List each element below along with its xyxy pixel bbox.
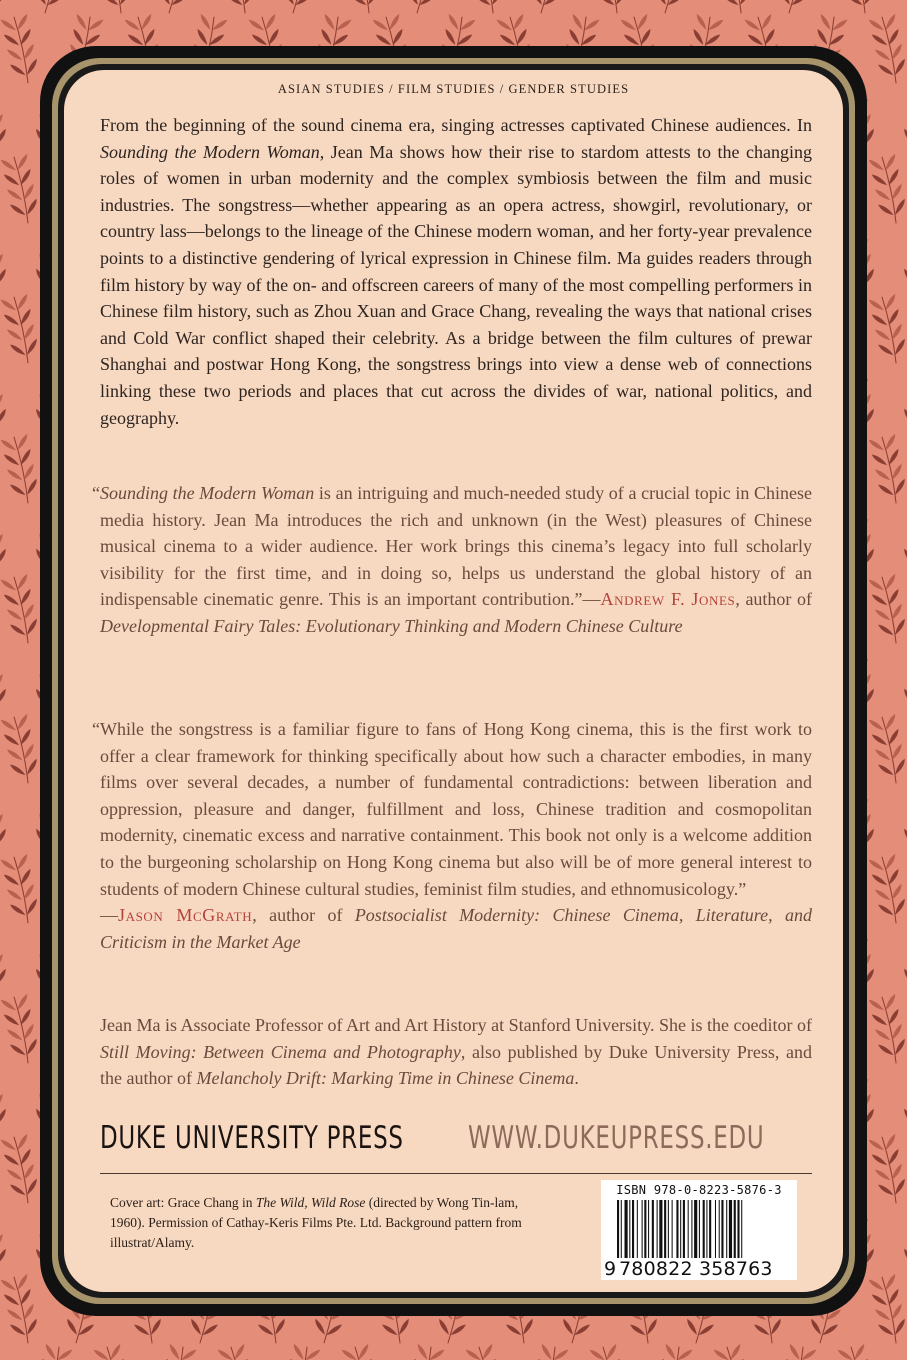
endorsement-quote-1: “Sounding the Modern Woman is an intriguing and much-needed study of a crucial topic in Chinese media history. Jean Ma introduces the rich and unknown (in the West) pleasures of Chinese musical cinema to a wider audience. Her work brings this cinema’s legacy into full scholarly visibility for the first time, and in doing so, helps us understand the global history of an indispensable cinematic genre. This is an important contribution.”—Andrew F. Jones, author of Developmental Fairy Tales: Evolutionary Thinking and Modern Chinese Culture [92,483,812,636]
endorser-book-title: Developmental Fairy Tales: Evolutionary Thinking and Modern Chinese Culture [100,615,683,636]
book-description: From the beginning of the sound cinema era, singing actresses captivated Chinese audiences. In Sounding the Modern Woman, Jean Ma shows how their rise to stardom attests to the changing roles of women in urban modernity and the complex symbiosis between the film and music industries. The songstress—whether appearing as an opera actress, showgirl, revolutionary, or country lass—belongs to the lineage of the Chinese modern woman, and her forty-year prevalence points to a distinctive gendering of lyrical expression in Chinese film. Ma guides readers through film history by way of the on- and offscreen careers of many of the most compelling performers in Chinese film history, such as Zhou Xuan and Grace Chang, revealing the ways that national crises and Cold War conflict shaped their celebrity. As a bridge between the film cultures of prewar Shanghai and postwar Hong Kong, the songstress brings into view a dense web of connections linking these two periods and places that cut across the divides of war, national politics, and geography. [100,115,812,428]
book-title-italic: Sounding the Modern Woman [100,483,315,503]
isbn-barcode [601,1180,797,1280]
publisher-name: DUKE UNIVERSITY PRESS [100,1120,404,1156]
endorser-name: Jason McGrath [118,905,253,926]
divider [100,1173,812,1174]
bio-book-2: Melancholy Drift: Marking Time in Chinese Cinema [196,1068,575,1089]
endorser-name: Andrew F. Jones [600,589,736,610]
publisher-url[interactable]: WWW.DUKEUPRESS.EDU [468,1120,765,1156]
barcode-digits: 780822 358763 [619,1258,773,1280]
author-bio: Jean Ma is Associate Professor of Art and Art History at Stanford University. She is the coeditor of Still Moving: Between Cinema and Photography, also published by Duke University Press, and the author of Melancholy Drift: Marking Time in Chinese Cinema. [100,1015,813,1089]
endorsement-quote-2: “While the songstress is a familiar figure to fans of Hong Kong cinema, this is the first work to offer a clear framework for thinking specifically about how such a character embodies, in many films over several decades, a number of fundamental contradictions: between liberation and oppression, pleasure and danger, fulfillment and loss, Chinese tradition and cosmopolitan modernity, cinematic excess and narrative containment. This book not only is a welcome addition to the burgeoning scholarship on Hong Kong cinema but also will be of more general interest to students of modern Chinese cultural studies, feminist film studies, and ethnomusicology.” —Jason McGrath, author of Postsocialist Modernity: Chinese Cinema, Literature, and Criticism in the Market Age [92,719,812,952]
subject-categories: ASIAN STUDIES / FILM STUDIES / GENDER STUDIES [277,82,630,96]
isbn-label: ISBN 978-0-8223-5876-3 [616,1183,782,1197]
barcode-bars [617,1200,791,1258]
endorser-book-title: Postsocialist Modernity: Chinese Cinema, Literature, and Criticism in the Market Age [100,905,812,952]
film-title-italic: The Wild, Wild Rose [255,1195,366,1210]
bio-book-1: Still Moving: Between Cinema and Photography [100,1041,461,1062]
barcode-lead-digit: 9 [604,1258,617,1280]
publisher-line [100,1120,812,1164]
cover-credits: Cover art: Grace Chang in The Wild, Wild Rose (directed by Wong Tin-lam, 1960). Permission of Cathay-Keris Films Pte. Ltd. Background pattern from illustrat/Alamy. [110,1195,522,1250]
book-title-italic: Sounding the Modern Woman [100,141,320,162]
